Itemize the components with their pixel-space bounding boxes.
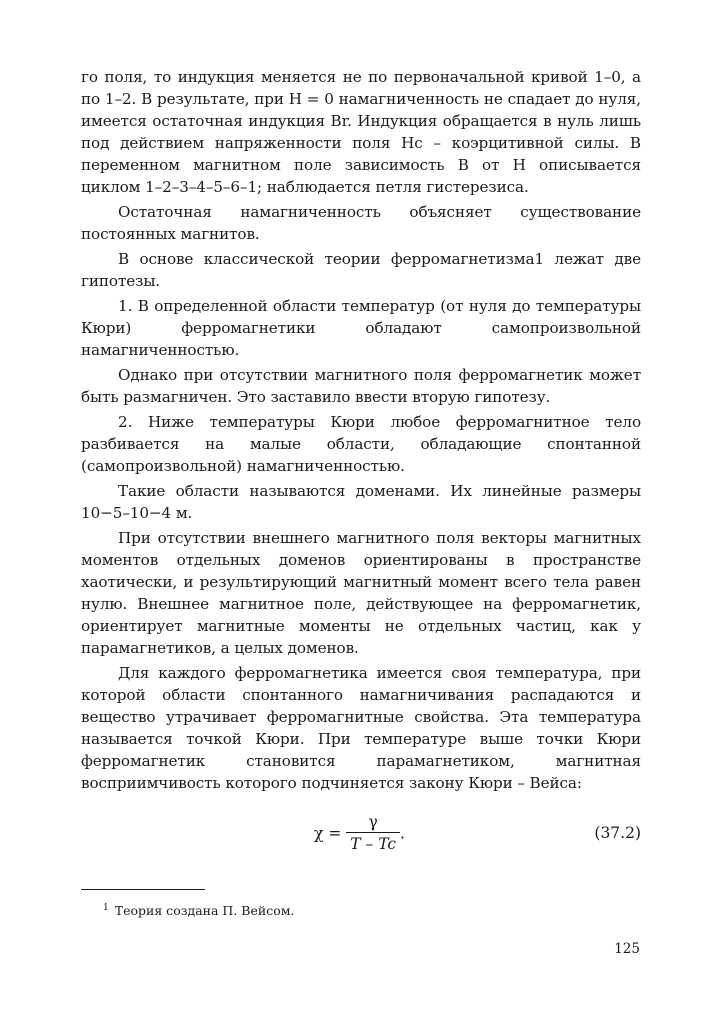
formula-lhs: χ =	[314, 824, 342, 843]
footnote	[103, 900, 294, 919]
footnote-text: Теория создана П. Вейсом.	[114, 903, 295, 919]
page-body	[81, 66, 641, 874]
formula-denominator: T – Tc	[350, 835, 397, 853]
equation-block	[81, 812, 641, 874]
paragraph: Однако при отсутствии магнитного поля ферромагнетик может быть размагничен. Это заставило ввести вторую гипотезу.	[81, 366, 641, 406]
formula-fraction	[346, 812, 400, 855]
paragraph: го поля, то индукция меняется не по первоначальной кривой 1–0, а по 1–2. В результате, при H = 0 намагниченность не спадает до нуля, имеется остаточная индукция Br. Индукция обращается в нуль лишь под действием напряженности поля Hc – коэрцитивной силы. В переменном магнитном поле зависимость B от H описывается циклом 1–2–3–4–5–6–1; наблюдается петля гистерезиса.	[81, 68, 641, 196]
footnote-mark: 1	[103, 903, 109, 913]
paragraph: Такие области называются доменами. Их линейные размеры 10−5–10−4 м.	[81, 482, 641, 522]
equation-number: (37.2)	[594, 824, 641, 842]
paragraph: 2. Ниже температуры Кюри любое ферромагнитное тело разбивается на малые области, обладающие спонтанной (самопроизвольной) намагниченностью.	[81, 413, 641, 475]
formula-numerator: γ	[346, 812, 400, 833]
formula-trailing: .	[400, 824, 405, 843]
curie-weiss-formula	[314, 812, 405, 855]
footnote-divider	[81, 889, 205, 890]
page-number: 125	[614, 941, 640, 957]
paragraph: Для каждого ферромагнетика имеется своя температура, при которой области спонтанного намагничивания распадаются и вещество утрачивает ферромагнитные свойства. Эта температура называется точкой Кюри. При температуре выше точки Кюри ферромагнетик становится парамагнетиком, магнитная восприимчивость которого подчиняется закону Кюри – Вейса:	[81, 664, 641, 792]
paragraph: 1. В определенной области температур (от нуля до температуры Кюри) ферромагнетики обладают самопроизвольной намагниченностью.	[81, 297, 641, 359]
paragraph: Остаточная намагниченность объясняет существование постоянных магнитов.	[81, 203, 641, 243]
paragraph: В основе классической теории ферромагнетизма1 лежат две гипотезы.	[81, 250, 641, 290]
paragraph: При отсутствии внешнего магнитного поля векторы магнитных моментов отдельных доменов ориентированы в пространстве хаотически, и результирующий магнитный момент всего тела равен нулю. Внешнее магнитное поле, действующее на ферромагнетик, ориентирует магнитные моменты не отдельных частиц, как у парамагнетиков, а целых доменов.	[81, 529, 641, 657]
